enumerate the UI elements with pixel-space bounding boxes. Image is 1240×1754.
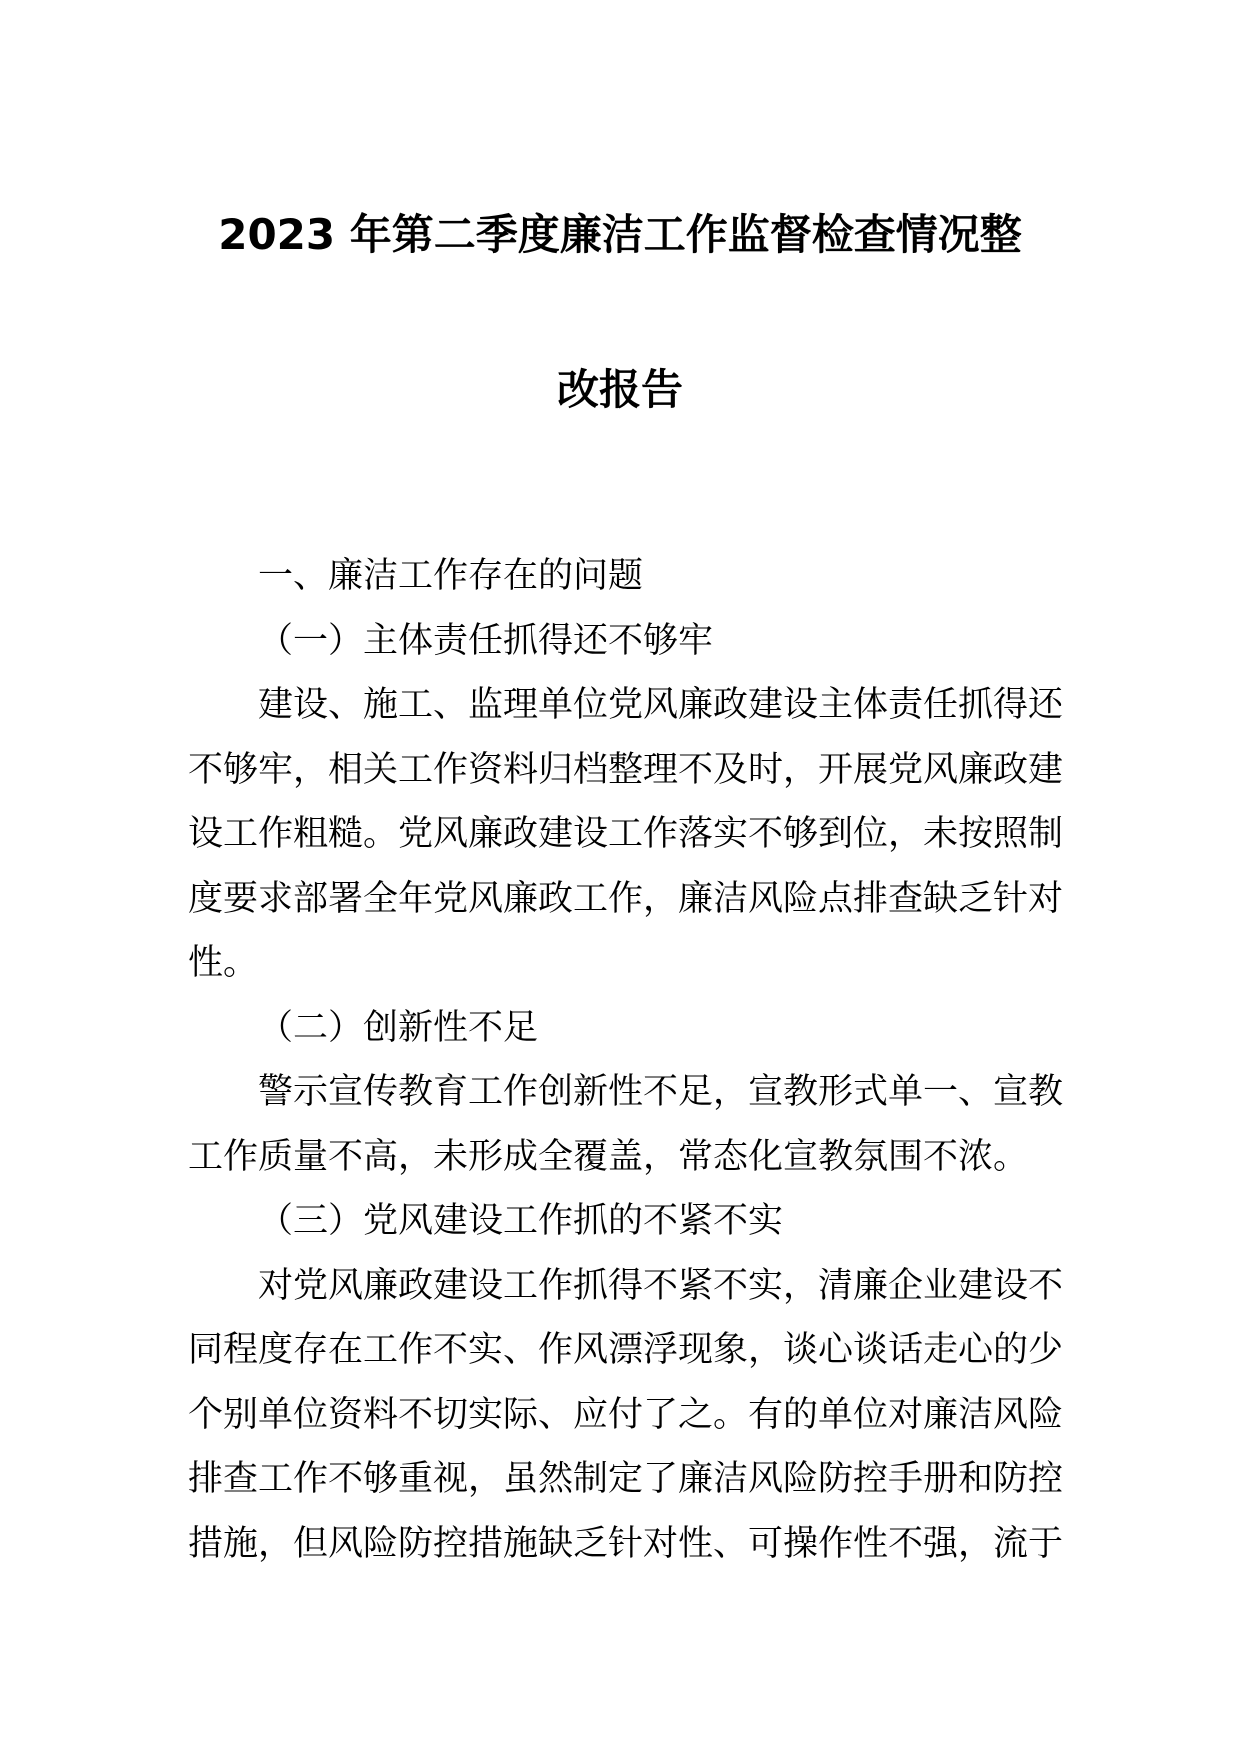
paragraph-line: 警示宣传教育工作创新性不足，宣教形式单一、宣教 [258, 1072, 1064, 1112]
document-title-line-1: 2023 年第二季度廉洁工作监督检查情况整 [218, 210, 1022, 259]
paragraph-line: 建设、施工、监理单位党风廉政建设主体责任抓得还 [258, 685, 1064, 725]
section-heading: 一、廉洁工作存在的问题 [258, 556, 644, 596]
paragraph-line: 设工作粗糙。党风廉政建设工作落实不够到位，未按照制 [188, 814, 1064, 854]
subsection-heading: （三）党风建设工作抓的不紧不实 [258, 1201, 784, 1241]
paragraph-line: 对党风廉政建设工作抓得不紧不实，清廉企业建设不 [258, 1265, 1064, 1306]
paragraph-line: 性。 [188, 943, 259, 983]
document-body [188, 544, 1062, 1576]
paragraph-line: 工作质量不高，未形成全覆盖，常态化宣教氛围不浓。 [188, 1136, 1029, 1177]
document-title-line-2: 改报告 [556, 365, 683, 414]
paragraph-line: 措施，但风险防控措施缺乏针对性、可操作性不强，流于 [188, 1523, 1064, 1564]
subsection-heading: （一）主体责任抓得还不够牢 [258, 620, 714, 661]
paragraph-line: 同程度存在工作不实、作风漂浮现象，谈心谈话走心的少 [188, 1330, 1064, 1370]
paragraph-line: 不够牢，相关工作资料归档整理不及时，开展党风廉政建 [188, 749, 1064, 790]
subsection-heading: （二）创新性不足 [258, 1007, 539, 1048]
paragraph-line: 排查工作不够重视，虽然制定了廉洁风险防控手册和防控 [188, 1459, 1064, 1499]
paragraph-line: 个别单位资料不切实际、应付了之。有的单位对廉洁风险 [188, 1394, 1064, 1435]
paragraph-line: 度要求部署全年党风廉政工作，廉洁风险点排查缺乏针对 [188, 878, 1064, 919]
